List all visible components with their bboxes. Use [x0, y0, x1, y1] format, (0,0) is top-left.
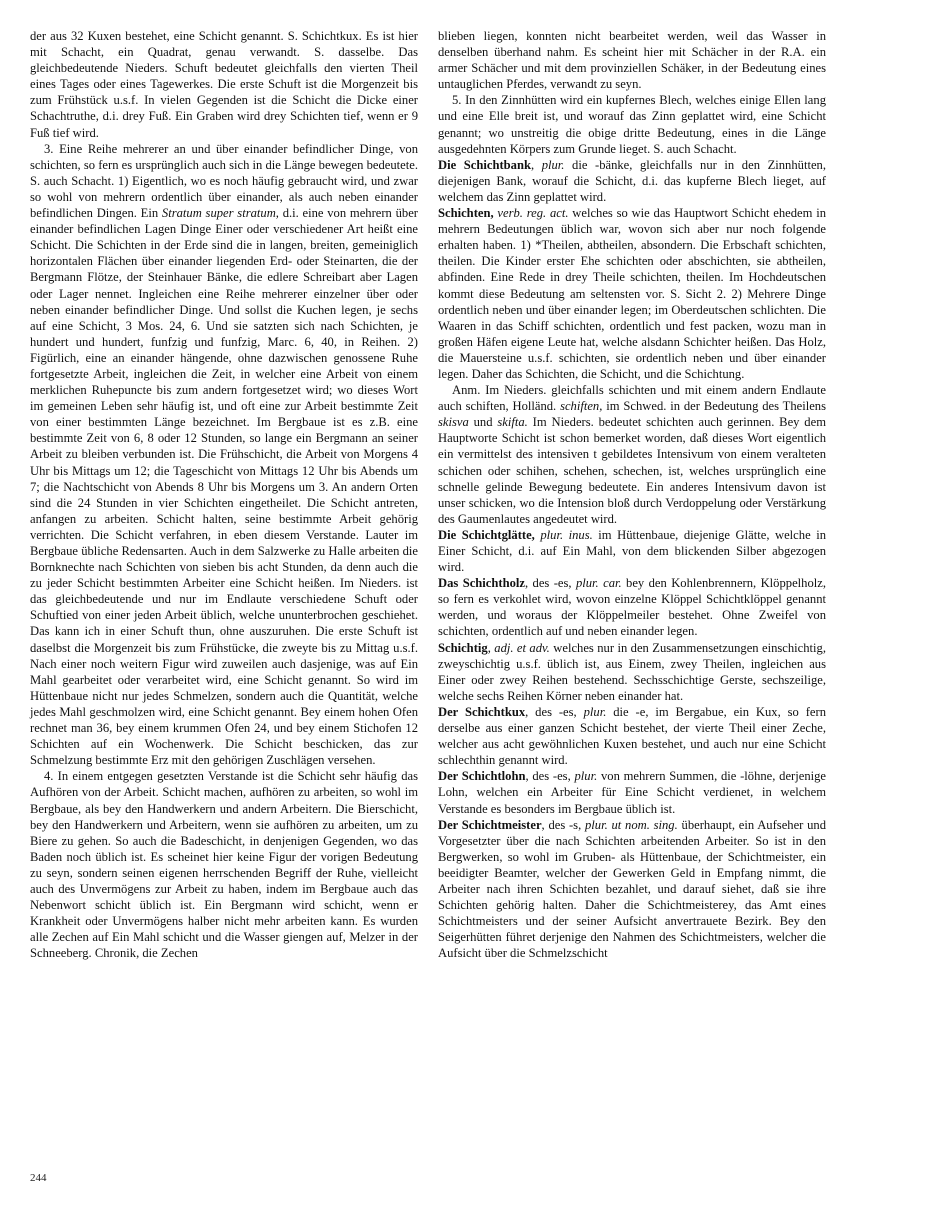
entry-headword: Schichtig [438, 640, 488, 655]
entry-schichtholz [438, 575, 826, 639]
annotation-paragraph [438, 382, 826, 527]
entry-text: im Hüttenbaue, diejenige Glätte, welche in Einer Schicht, d.i. auf Ein Mahl, von dem blickenden Silber abgezogen wird. [438, 527, 826, 575]
grammar-note: plur. car. [575, 576, 622, 591]
entry-headword: Die Schichtglätte, [438, 527, 535, 542]
latin-term: Stratum super stratum, [161, 206, 279, 221]
entry-schichtglaette [438, 527, 826, 575]
grammar-note: verb. reg. act. [497, 206, 569, 221]
grammar-note: plur. ut nom. sing. [584, 817, 678, 832]
grammar-note: plur. [574, 769, 598, 784]
left-column [30, 28, 418, 961]
paragraph-sense-3 [30, 141, 418, 769]
paragraph-text: Anm. Im Nieders. gleichfalls schichten und mit einem andern Endlaute auch schiften, Holländ. [438, 383, 826, 414]
paragraph-continuation [30, 28, 418, 141]
right-column [438, 28, 826, 961]
entry-inflection: , des -s, [541, 817, 585, 832]
entry-headword: Schichten, [438, 206, 494, 221]
entry-text: die -bänke, gleichfalls nur in den Zinnhütten, diejenigen Bank, worauf die Schicht, d.i. das kupferne Blech lieget, auf welchem das Zinn geplattet wird. [438, 157, 826, 204]
entry-schichtmeister [438, 817, 826, 962]
paragraph-continuation [438, 28, 826, 92]
entry-text: welches nur in den Zusammensetzungen einschichtig, zweyschichtig u.s.f. üblich ist, aus Einem, zwey Theilen, ingleichen aus Einer oder zwey Reihen bestehend. Sechsschichtige Gerste, sechszeilige, welche sechs Reihen Körner neben einander hat. [438, 640, 827, 703]
entry-text: bey den Kohlenbrennern, Klöppelholz, so fern es verkohlet wird, wovon einzelne Klöppel Schichtklöppel genannt werden, und woraus der Klöppelmeiler bestehet. Ohne Zweifel von schichten, ordentlich auf und neben einander legen. [438, 576, 826, 639]
paragraph-text: und [468, 415, 498, 430]
entry-inflection: , des -es, [525, 769, 575, 784]
entry-headword: Das Schichtholz [438, 576, 525, 591]
swedish-term: skifta. [497, 415, 528, 430]
paragraph-text: 3. Eine Reihe mehrerer an und über einander befindlicher Dinge, von schichten, so fern es ursprünglich auch sich in die Länge bewegen bedeutete. S. auch Schacht. 1) Eigentlich, wo es noch häufig gebraucht wird, und zwar so wohl von mehrern ordentlich über einander, als auch neben einander befindlichen Dingen. Ein [30, 141, 418, 221]
grammar-note: plur. inus. [540, 527, 593, 542]
entry-headword: Der Schichtmeister [438, 817, 542, 832]
paragraph-text: Im Nieders. bedeutet schichten auch gerinnen. Bey dem Hauptworte Schicht ist schon bemerket worden, daß dieses Wort eigentlich ein vermittelst des intensiven t gebildetes Intensivum von einem veralteten schichen oder schihen, schehen, schechen, ist, welches ursprünglich eine schnelle gelinde Bewegung bedeutete. Ein anderes Intensivum davon ist unser schicken, wo die Intension bloß durch Verdoppelung oder Verstärkung des Gaumenlautes angedeutet wird. [438, 415, 826, 526]
dutch-term: schiften, [560, 399, 603, 414]
entry-inflection: , des -es, [524, 576, 576, 591]
entry-schichtig [438, 640, 826, 704]
swedish-term: skisva [438, 415, 469, 430]
entry-text: die -e, im Bergabue, ein Kux, so fern derselbe aus einer ganzen Schicht bestehet, der vierte Theil einer Zeche, welcher aus acht gewöhnlichen Kuxen bestehet, und auch nur eine Schicht schlechthin genannt wird. [438, 704, 827, 768]
entry-text: welches so wie das Hauptwort Schicht ehedem in mehrern Bedeutungen üblich war, wovon sich aber nur noch folgende erhalten haben. 1) *Theilen, abtheilen, absondern. Die Erbschaft schichten, theilen. Die Kinder erster Ehe schichten oder abschichten, sie abtheilen, abfinden. Eine Rede in drey Theile schichten, theilen. Im Hochdeutschen kommt diese Bedeutung am seltensten vor. S. Sicht 2. 2) Mehrere Dinge ordentlich neben und über einander legen; im Oberdeutschen schlichten. Die Waaren in das Schiff schichten, ordentlich und fest packen, wozu man in großen Häfen eigene Leute hat, welche alsdann Schichter heißen. Das Holz, die Mauersteine u.s.f. schichten, sie ordentlich neben und über einander legen. Daher das Schichten, die Schicht, und die Schichtung. [438, 206, 826, 381]
entry-schichtbank: Die Schichtbank, plur. die -bänke, gleichfalls nur in den Zinnhütten, diejenigen Bank, worauf die Schicht, d.i. das kupferne Blech lieget, auf welchem das Zinn geplattet wird. [438, 157, 826, 204]
entry-schichten [438, 205, 826, 382]
paragraph-text: im Schwed. in der Bedeutung des Theilens [602, 399, 826, 414]
entry-inflection: , [487, 640, 495, 655]
entry-text: überhaupt, ein Aufseher und Vorgesetzter über die nach Schichten arbeitenden Arbeiter. So ist in den Bergwerken, so wohl im Gruben- als Hüttenbaue, der Schichtmeister, ein beeidigter Beamter, welcher der Gewerken Geld in Empfang nimmt, die Arbeiter nach ihren Schichten bezahlet, und darauf siehet, daß sie ihre Schichten gehörig halten. Daher die Schichtmeisterey, das Amt eines Schichtmeisters und der seiner Aufsicht anvertrauete Bezirk. Bey den Seigerhütten führet derjenige den Nahmen des Schichtmeisters, welcher die Aufsicht über die Schmelzschicht [438, 817, 827, 961]
paragraph-text: 5. In den Zinnhütten wird ein kupfernes Blech, welches einige Ellen lang und eine Elle breit ist, und worauf das Zinn geplattet wird, eine Schicht genannt; wo unstreitig die obige dritte Bedeutung, eines in die Länge ausgedehnten Körpers zum Grunde lieget. S. auch Schacht. [438, 93, 826, 156]
entry-inflection: , des -es, [525, 704, 584, 719]
paragraph-sense-5 [438, 92, 826, 156]
entry-headword: Der Schichtlohn [438, 769, 526, 784]
paragraph-sense-4 [30, 768, 418, 961]
grammar-note: plur. [541, 157, 565, 172]
paragraph-text: d.i. eine von mehrern über einander befindlichen Lagen Dinge Einer oder verschiedener Art heißt eine Schicht. Die Schichten in der Erde sind die in langen, breiten, gemeiniglich horizontalen Flächen über einander liegenden Erd- oder Steinarten, die der Bergmann Flötze, der Steinhauer Bänke, die edlere Schreibart aber Lagen oder Lager nennet. Ingleichen eine Reihe mehrerer einzelner über oder neben einander befindlicher Dinge. Und sollst die Kuchen legen, je sechs auf eine Schicht, 3 Mos. 24, 6. Und sie satzten sich nach Schichten, je hundert und hundert, funfzig und funfzig, Marc. 6, 40, in Reihen. 2) Figürlich, eine an einander hängende, ohne dazwischen genossene Ruhe fortgesetzte Arbeit, ingleichen die Zeit, in welcher eine Arbeit von einem merklichen Ruhepuncte bis zum andern fortgesetzet wird; wo dieses Wort im gemeinen Leben sehr häufig ist, und oft eine zur Arbeit bestimmte Zeit von einer bestimmten Länge bezeichnet. Im Bergbaue ist es z.B. eine bestimmte Zeit von 6, 8 oder 12 Stunden, so lange ein Bergmann an seiner Arbeit zu bleiben verbunden ist. Die Frühschicht, die Arbeit von Morgens 4 Uhr bis Mittags um 12; die Tageschicht von Mittags 12 Uhr bis Abends um 7; die Nachtschicht von Abends 8 Uhr bis Morgens um 3. An andern Orten sind die 24 Stunden in vier Schichten eingetheilet. Die Schicht antreten, anfangen zu arbeiten. Schicht halten, seine bestimmte Arbeit gehörig verrichten. Die Schicht verfahren, in eben diesem Verstande. Lauter im Bergbaue übliche Redensarten. Auch in dem Salzwerke zu Halle arbeiten die Bornknechte nach Schichten von sieben bis acht Stunden, da denn auch die zu jeder Schicht bestimmten Arbeiter eine Schicht heißen. Im Nieders. ist das gleichbedeutende und nur im Endlaute verschiedene Schuft oder Schuftied von einer jeden Arbeit üblich, welche ununterbrochen geschiehet. Das kann ich in einer Schuft thun, ohne auszuruhen. Die erste Schuft ist daselbst die Morgenzeit bis zum Frühstücke, die zweyte bis zu Mittag u.s.f. Nach einer noch weitern Figur wird zuweilen auch dasjenige, was auf Ein Mahl gearbeitet oder verarbeitet wird, eine Schicht genannt. So wird im Hüttenbaue nicht nur jedes Schmelzen, sondern auch die Quantität, welche jedes Mahl geschmolzen wird, eine Schicht genannt. Bey einem hohen Ofen rechnet man 36, bey einem krummen Ofen 24, und bey einem Stichofen 12 Schichten auf ein Wochenwerk. Die Schicht beschicken, das zur Schmelzung bestimmte Erz mit den gehörigen Zuschlägen versehen. [30, 206, 418, 768]
grammar-note: plur. [583, 704, 607, 719]
page-number: 244 [30, 1172, 47, 1184]
grammar-note: adj. et adv. [494, 640, 550, 655]
entry-schichtlohn [438, 768, 826, 816]
entry-text: von mehrern Summen, die -löhne, derjenige Lohn, welchen ein Arbeiter für Eine Schicht verdienet, in welchem Verstande es besonders im Bergbaue üblich ist. [438, 769, 827, 816]
entry-headword: Der Schichtkux [438, 704, 526, 719]
entry-headword: Die Schichtbank [438, 157, 531, 172]
paragraph-text: der aus 32 Kuxen bestehet, eine Schicht genannt. S. Schichtkux. Es ist hier mit Schacht, ein Quadrat, genau verwandt. S. dasselbe. Das gleichbedeutende Nieders. Schuft bedeutet gleichfalls den vierten Theil eines Tages oder eines Tagewerkes. Die erste Schuft ist die Morgenzeit bis zum Frühstück u.s.f. In vielen Gegenden ist die Schicht die Dicke einer Schachtruthe, d.i. drey Fuß. Ein Graben wird drey Schichten tief, wenn er 9 Fuß tief wird. [30, 29, 418, 140]
entry-schichtkux [438, 704, 826, 768]
paragraph-text: blieben liegen, konnten nicht bearbeitet werden, weil das Wasser in denselben überhand nahm. Es scheint hier mit Schächer in der R.A. ein armer Schächer und mit dem provinziellen Schäker, in der Bedeutung eines untauglichen Pferdes, verwandt zu seyn. [438, 29, 826, 92]
paragraph-text: 4. In einem entgegen gesetzten Verstande ist die Schicht sehr häufig das Aufhören von der Arbeit. Schicht machen, aufhören zu arbeiten, so wohl im Bergbaue, als bey den Handwerkern und andern Arbeitern. Die Bierschicht, bey den Handwerkern und Arbeitern, wenn sie aufhören zu arbeiten, um zu Biere zu gehen. So auch die Badeschicht, in denjenigen Gegenden, wo das Baden noch üblich ist. Es scheinet hier keine Figur der vorigen Bedeutung zu seyn, sondern seinen eigenen herrschenden Begriff der Ruhe, vielleicht auch des Unvermögens zur Arbeit zu haben, indem im Bergbaue auch das Nebenwort schicht üblich ist. Ein Bergmann wird schicht, wenn er Krankheit oder Unvermögens halber nicht mehr arbeiten kann. Es wurden alle Zechen auf Ein Mahl schicht und die Wasser giengen auf, Melzer in der Schneeberg. Chronik, die Zechen [30, 769, 418, 961]
